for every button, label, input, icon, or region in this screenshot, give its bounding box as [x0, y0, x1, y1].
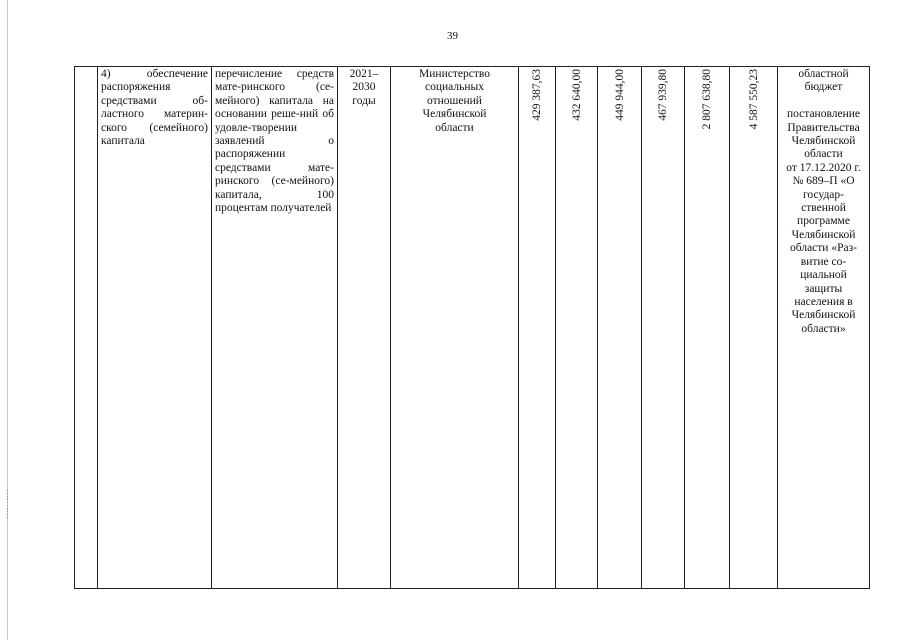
basis-line: от 17.12.2020 г. [786, 161, 861, 174]
amount-cell [598, 67, 642, 589]
executor-line: области [435, 121, 474, 134]
amount-value: 432 640,00 [570, 69, 583, 121]
basis-line: Челябинской [791, 228, 856, 241]
amount-cell [556, 67, 598, 589]
executor-line: социальных [425, 81, 484, 94]
basis-line: ственной [801, 202, 846, 215]
binding-dots [7, 490, 8, 520]
executor-line: Министерство [419, 68, 490, 80]
indicator-cell: перечисление средств мате-ринского (се-мейного) капитала на основании реше-ний об удовле-творении заявлений о распоряжении средствами мате-ринского (се-мейного) капитала, 100 процентам получателей [212, 67, 338, 589]
basis-line: Челябинской [791, 309, 856, 322]
basis-line: области «Раз- [790, 242, 857, 255]
page-number: 39 [447, 30, 458, 42]
page-left-edge [7, 0, 8, 640]
amount-cell [685, 67, 730, 589]
measure-cell: 4) обеспечение распоряжения средствами об-ластного материн-ского (семейного) капитала [98, 67, 212, 589]
basis-line: программе [797, 215, 850, 228]
executor-cell [391, 67, 519, 589]
basis-line: Правительства [787, 121, 860, 134]
basis-line: области [804, 148, 843, 161]
basis-line: циальной [800, 269, 847, 282]
source-line: областной [798, 68, 849, 80]
amount-cell [730, 67, 778, 589]
period-line: годы [352, 94, 376, 107]
period-cell [338, 67, 391, 589]
amount-value: 2 807 638,80 [701, 69, 713, 130]
source-line: бюджет [804, 81, 843, 94]
basis-line: № 689–П «О [792, 175, 855, 188]
basis-line: постановление [786, 108, 860, 121]
basis-line: государ- [803, 188, 844, 201]
basis-line: населения в [794, 295, 853, 308]
period-line: 2030 [352, 81, 376, 94]
amount-value: 4 587 550,23 [747, 69, 760, 130]
row-number-cell [75, 67, 98, 589]
basis-line: Челябинской [791, 135, 856, 148]
program-table [74, 66, 870, 589]
executor-line: Челябинской [422, 108, 487, 121]
basis-line: области» [801, 322, 846, 335]
spacer [781, 95, 866, 108]
period-line: 2021– [349, 68, 379, 80]
source-and-basis-cell [778, 67, 870, 589]
amount-value: 449 944,00 [613, 69, 626, 121]
table-row [75, 67, 870, 589]
basis-line: витие со- [800, 255, 847, 268]
amount-value: 467 939,80 [657, 69, 669, 121]
basis-line: защиты [804, 282, 843, 295]
amount-cell [519, 67, 556, 589]
amount-value: 429 387,63 [531, 69, 543, 121]
amount-cell [642, 67, 685, 589]
executor-line: отношений [427, 94, 482, 107]
